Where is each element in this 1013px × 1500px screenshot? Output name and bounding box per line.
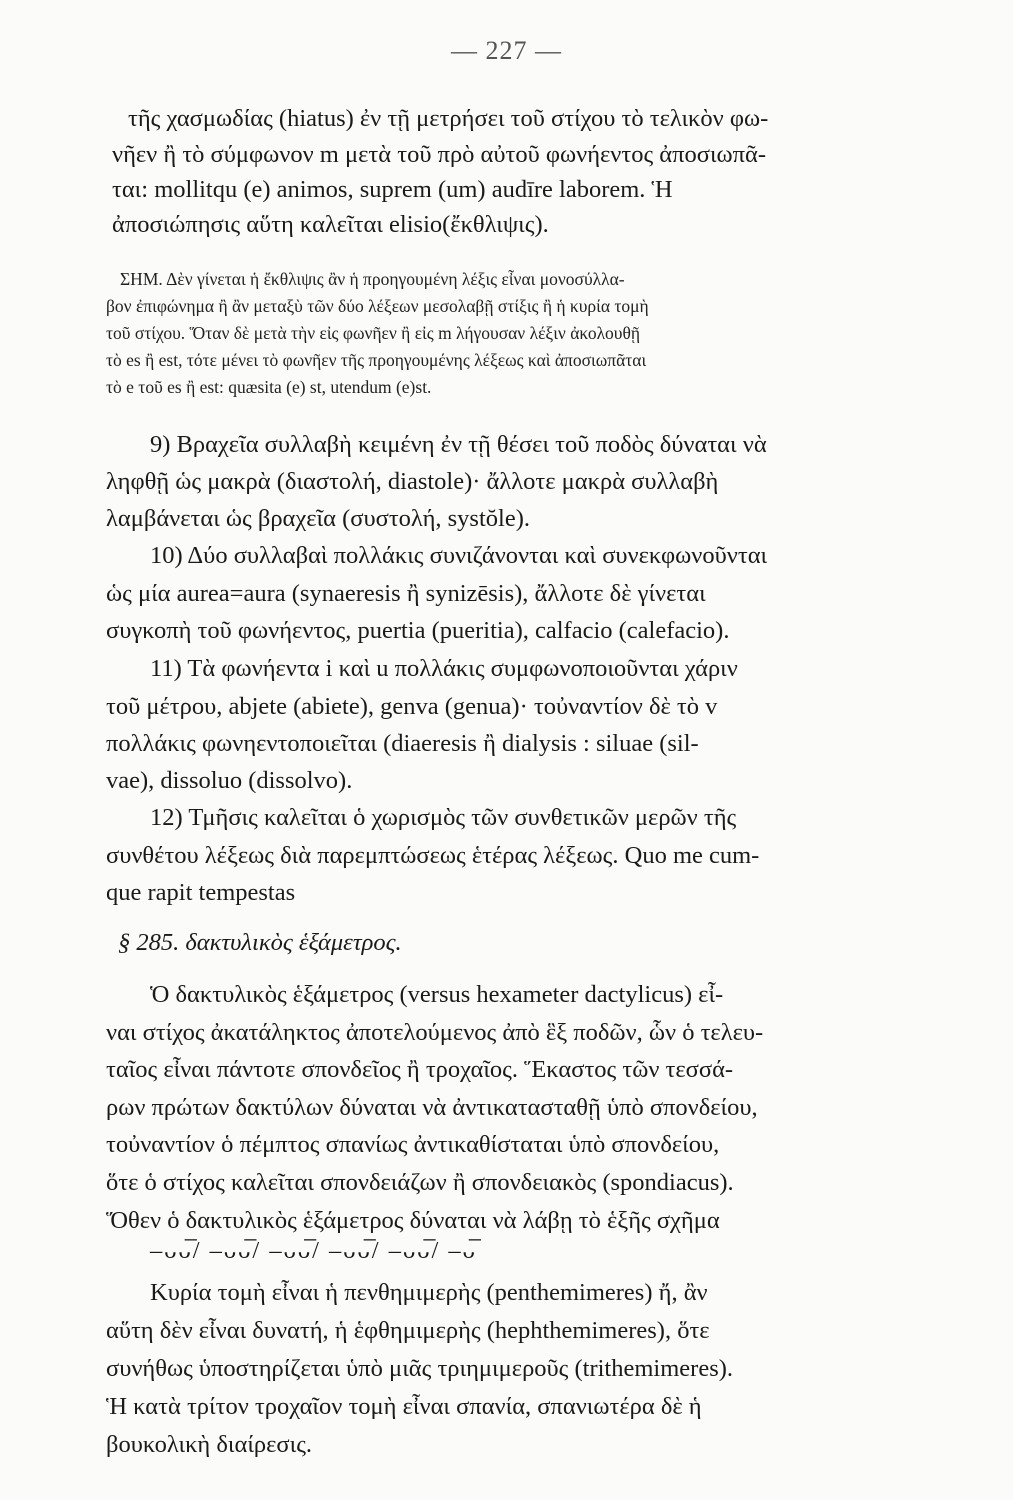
text-line: ται: mollitqu (e) animos, suprem (um) audīre laborem. Ἡ [112, 176, 673, 203]
section-heading: § 285. δακτυλικὸς ἑξάμετρος. [118, 929, 402, 956]
note-line: τὸ e τοῦ es ἢ est: quæsita (e) st, utendum (e)st. [106, 377, 432, 397]
text-line: Ἡ κατὰ τρίτον τροχαῖον τομὴ εἶναι σπανία, σπανιωτέρα δὲ ἡ [106, 1393, 702, 1420]
rule-9-line: λαμβάνεται ὡς βραχεῖα (συστολή, systŏle). [106, 505, 530, 532]
page-number: — 227 — [451, 36, 562, 65]
text-line: ἀποσιώπησις αὕτη καλεῖται elisio(ἔκθλιψις). [112, 211, 549, 238]
rule-9-line: 9) Βραχεῖα συλλαβὴ κειμένη ἐν τῇ θέσει τοῦ ποδὸς δύναται νὰ [150, 431, 767, 458]
text-line: τῆς χασμωδίας (hiatus) ἐν τῇ μετρήσει τοῦ στίχου τὸ τελικὸν φω- [128, 105, 769, 132]
text-line: αὕτη δὲν εἶναι δυνατή, ἡ ἑφθημιμερὴς (hephthemimeres), ὅτε [106, 1317, 710, 1344]
rule-12-line: 12) Τμῆσις καλεῖται ὁ χωρισμὸς τῶν συνθετικῶν μερῶν τῆς [150, 804, 737, 831]
text-line: βουκολικὴ διαίρεσις. [106, 1431, 313, 1458]
text-line: νῆεν ἢ τὸ σύμφωνον m μετὰ τοῦ πρὸ αὐτοῦ φωνήεντος ἀποσιωπᾶ- [112, 141, 767, 168]
text-line: Ὁ δακτυλικὸς ἑξάμετρος (versus hexameter dactylicus) εἶ- [150, 981, 724, 1008]
metrical-scheme: –ᴗᴗ̅/ –ᴗᴗ̅/ –ᴗᴗ̅/ –ᴗᴗ̅/ –ᴗᴗ̅/ –ᴗ̅ [150, 1237, 477, 1264]
note-line: βον ἐπιφώνημα ἢ ἂν μεταξὺ τῶν δύο λέξεων μεσολαβῇ στίξις ἢ ἡ κυρία τομὴ [106, 296, 649, 316]
text-line: Κυρία τομὴ εἶναι ἡ πενθημιμερὴς (penthemimeres) ἤ, ἂν [150, 1279, 708, 1306]
text-line: συνήθως ὑποστηρίζεται ὑπὸ μιᾶς τριημιμεροῦς (trithemimeres). [106, 1355, 734, 1382]
rule-12-line: συνθέτου λέξεως διὰ παρεμπτώσεως ἑτέρας λέξεως. Quo me cum- [106, 842, 760, 869]
note-line: ΣΗΜ. Δὲν γίνεται ἡ ἔκθλιψις ἂν ἡ προηγουμένη λέξις εἶναι μονοσύλλα- [120, 269, 625, 289]
rule-11-line: πολλάκις φωνηεντοποιεῖται (diaeresis ἢ dialysis : siluae (sil- [106, 730, 699, 757]
rule-12-line: que rapit tempestas [106, 879, 296, 906]
rule-10-line: συγκοπὴ τοῦ φωνήεντος, puertia (pueritia), calfacio (calefacio). [106, 617, 730, 644]
rule-11-line: τοῦ μέτρου, abjete (abiete), genva (genua)· τοὐναντίον δὲ τὸ v [106, 693, 718, 720]
text-line: ὅτε ὁ στίχος καλεῖται σπονδειάζων ἢ σπονδειακὸς (spondiacus). [106, 1169, 734, 1196]
text-line: τοὐναντίον ὁ πέμπτος σπανίως ἀντικαθίσταται ὑπὸ σπονδείου, [106, 1131, 720, 1158]
rule-9-line: ληφθῇ ὡς μακρὰ (διαστολή, diastole)· ἄλλοτε μακρὰ συλλαβὴ [106, 468, 719, 495]
rule-10-line: ὡς μία aurea=aura (synaeresis ἢ synizēsis), ἄλλοτε δὲ γίνεται [106, 580, 706, 607]
rule-11-line: vae), dissoluo (dissolvo). [106, 767, 353, 794]
text-line: ναι στίχος ἀκατάληκτος ἀποτελούμενος ἀπὸ ἓξ ποδῶν, ὧν ὁ τελευ- [106, 1019, 764, 1046]
rule-10-line: 10) Δύο συλλαβαὶ πολλάκις συνιζάνονται καὶ συνεκφωνοῦνται [150, 542, 768, 569]
text-line: ρων πρώτων δακτύλων δύναται νὰ ἀντικατασταθῇ ὑπὸ σπονδείου, [106, 1094, 758, 1121]
text-line: ταῖος εἶναι πάντοτε σπονδεῖος ἢ τροχαῖος. Ἕκαστος τῶν τεσσά- [106, 1056, 734, 1083]
text-line: Ὅθεν ὁ δακτυλικὸς ἑξάμετρος δύναται νὰ λάβῃ τὸ ἑξῆς σχῆμα [106, 1207, 720, 1234]
note-line: τοῦ στίχου. Ὅταν δὲ μετὰ τὴν εἰς φωνῆεν ἢ εἰς m λήγουσαν λέξιν ἀκολουθῇ [106, 323, 640, 343]
note-line: τὸ es ἢ est, τότε μένει τὸ φωνῆεν τῆς προηγουμένης λέξεως καὶ ἀποσιωπᾶται [106, 350, 647, 370]
rule-11-line: 11) Τὰ φωνήεντα i καὶ u πολλάκις συμφωνοποιοῦνται χάριν [150, 655, 738, 682]
